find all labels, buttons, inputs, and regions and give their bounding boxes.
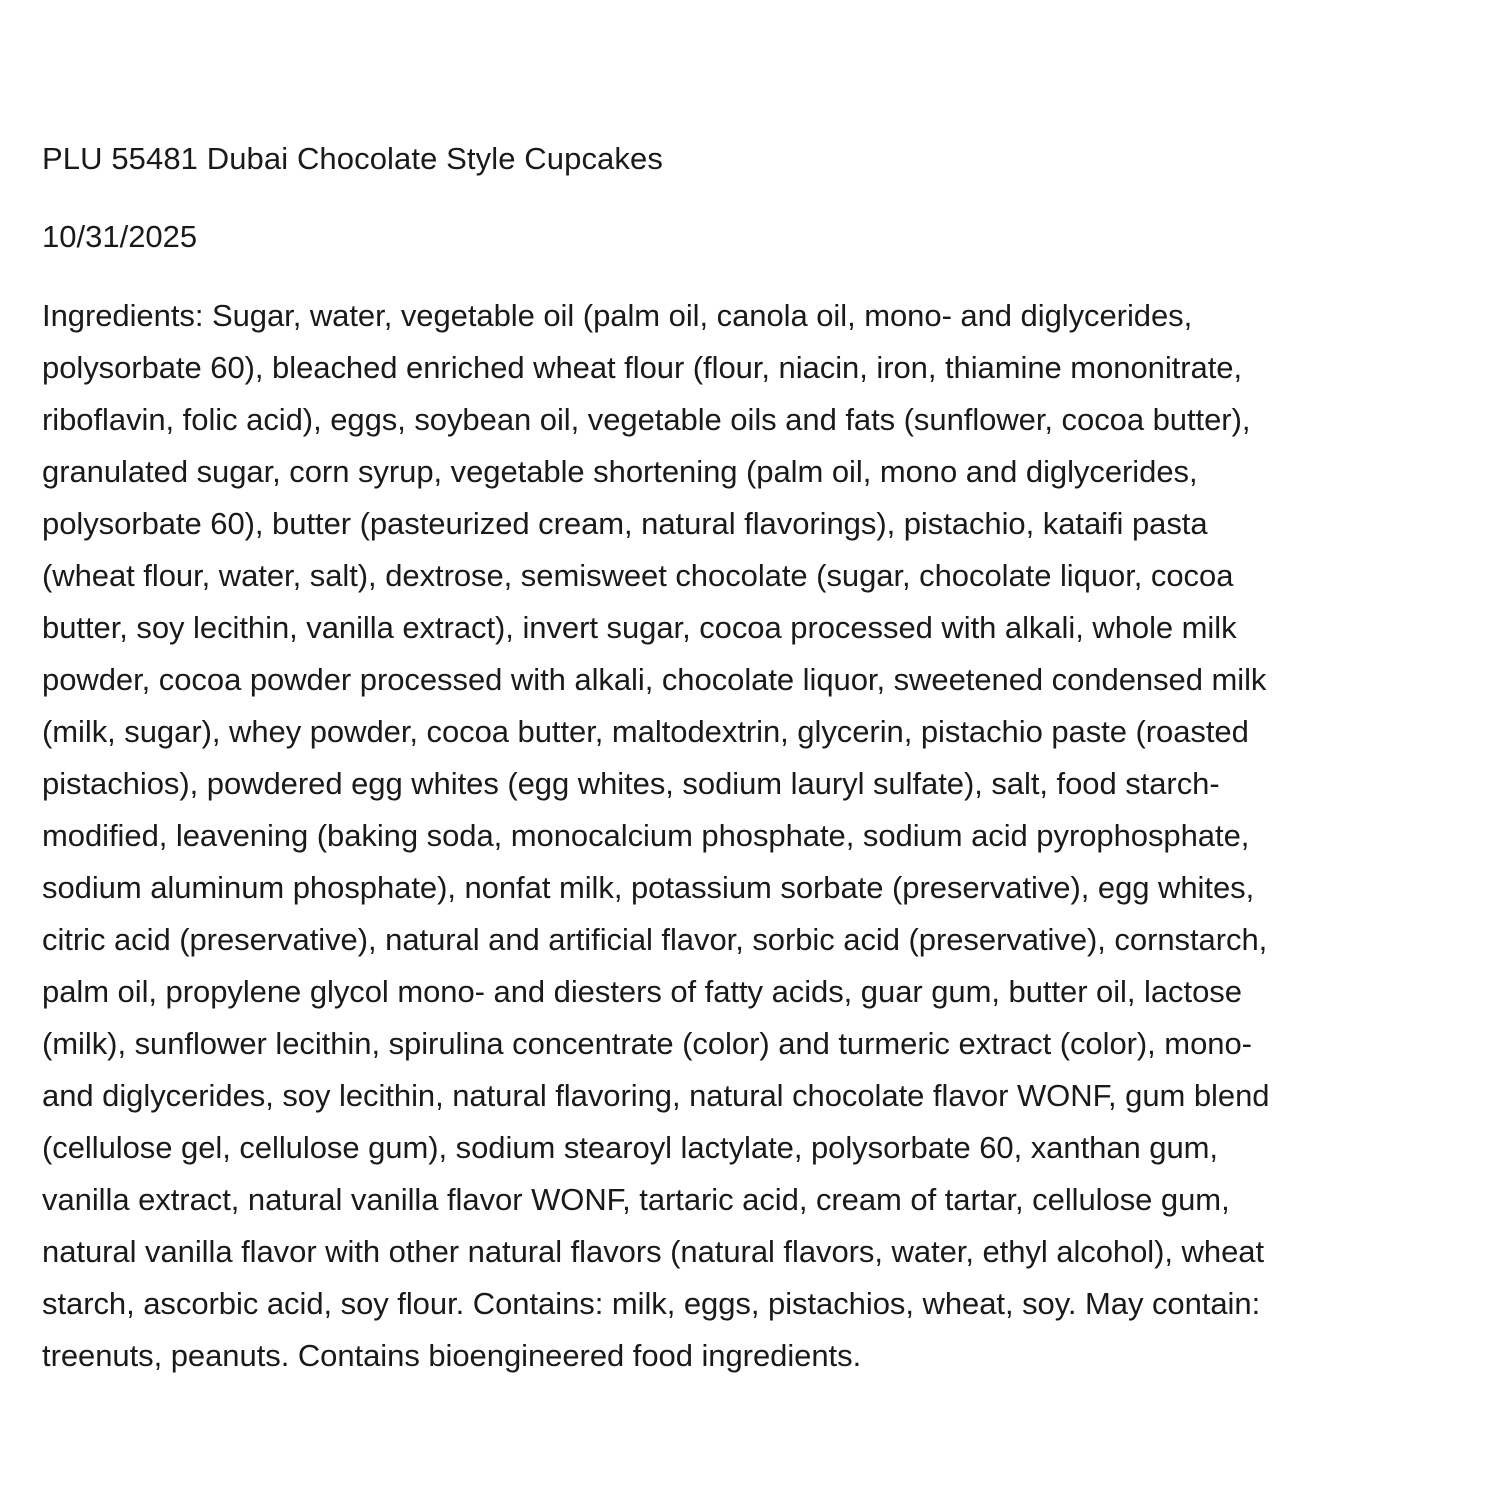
- ingredients-line: pistachios), powdered egg whites (egg whites, sodium lauryl sulfate), salt, food starch-: [42, 766, 1220, 801]
- ingredients-line: natural vanilla flavor with other natural flavors (natural flavors, water, ethyl alcohol), wheat: [42, 1234, 1265, 1269]
- product-title: PLU 55481 Dubai Chocolate Style Cupcakes: [42, 141, 663, 176]
- ingredients-line: polysorbate 60), butter (pasteurized cream, natural flavorings), pistachio, kataifi pasta: [42, 506, 1208, 541]
- ingredients-line: and diglycerides, soy lecithin, natural flavoring, natural chocolate flavor WONF, gum blend: [42, 1078, 1270, 1113]
- document-date: 10/31/2025: [42, 219, 198, 254]
- ingredients-line: riboflavin, folic acid), eggs, soybean oil, vegetable oils and fats (sunflower, cocoa butter),: [42, 402, 1251, 437]
- ingredients-line: butter, soy lecithin, vanilla extract), invert sugar, cocoa processed with alkali, whole milk: [42, 610, 1237, 645]
- ingredients-line: (milk, sugar), whey powder, cocoa butter, maltodextrin, glycerin, pistachio paste (roasted: [42, 714, 1249, 749]
- ingredients-line: citric acid (preservative), natural and artificial flavor, sorbic acid (preservative), cornstarch,: [42, 922, 1268, 957]
- ingredients-line: starch, ascorbic acid, soy flour. Contains: milk, eggs, pistachios, wheat, soy. May contain:: [42, 1286, 1261, 1321]
- ingredients-line: sodium aluminum phosphate), nonfat milk, potassium sorbate (preservative), egg whites,: [42, 870, 1255, 905]
- ingredients-line: vanilla extract, natural vanilla flavor WONF, tartaric acid, cream of tartar, cellulose gum,: [42, 1182, 1230, 1217]
- ingredients-line: powder, cocoa powder processed with alkali, chocolate liquor, sweetened condensed milk: [42, 662, 1267, 697]
- ingredients-line: granulated sugar, corn syrup, vegetable shortening (palm oil, mono and diglycerides,: [42, 454, 1198, 489]
- ingredients-line: treenuts, peanuts. Contains bioengineered food ingredients.: [42, 1338, 862, 1373]
- ingredients-line: Ingredients: Sugar, water, vegetable oil (palm oil, canola oil, mono- and diglycerides,: [42, 298, 1193, 333]
- document-page: [42, 136, 1482, 1382]
- ingredients-line: polysorbate 60), bleached enriched wheat flour (flour, niacin, iron, thiamine mononitrate,: [42, 350, 1243, 385]
- ingredients-line: (wheat flour, water, salt), dextrose, semisweet chocolate (sugar, chocolate liquor, cocoa: [42, 558, 1234, 593]
- ingredients-line: palm oil, propylene glycol mono- and diesters of fatty acids, guar gum, butter oil, lactose: [42, 974, 1242, 1009]
- ingredients-line: (cellulose gel, cellulose gum), sodium stearoyl lactylate, polysorbate 60, xanthan gum,: [42, 1130, 1218, 1165]
- ingredients-line: (milk), sunflower lecithin, spirulina concentrate (color) and turmeric extract (color), mono-: [42, 1026, 1252, 1061]
- ingredients-line: modified, leavening (baking soda, monocalcium phosphate, sodium acid pyrophosphate,: [42, 818, 1250, 853]
- ingredients-paragraph: [42, 290, 1482, 1382]
